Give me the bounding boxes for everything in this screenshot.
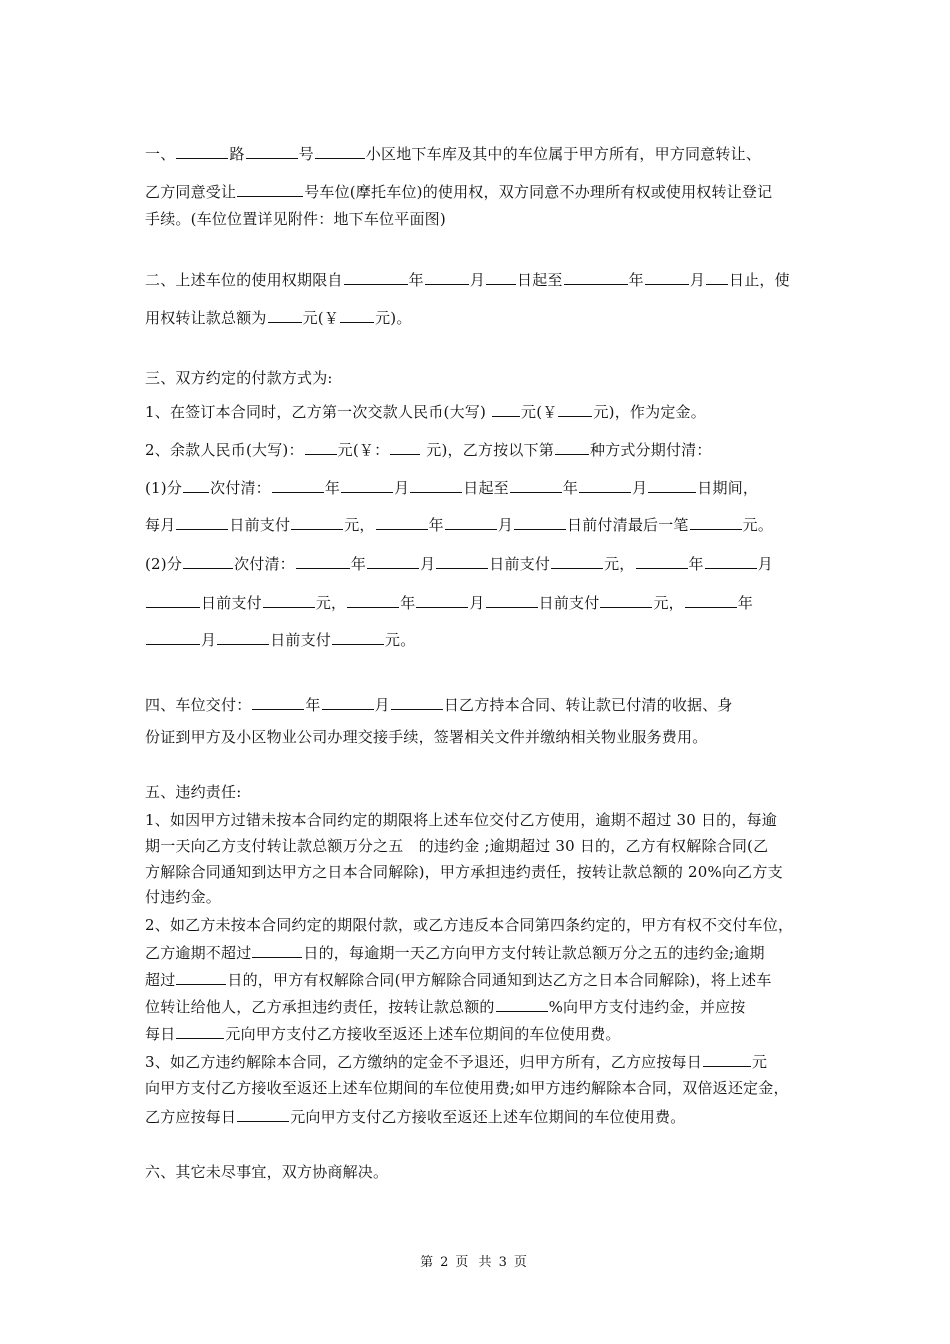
text: 元， xyxy=(344,516,375,534)
blank xyxy=(322,694,374,710)
text: 元。 xyxy=(385,631,416,649)
text: 二、上述车位的使用权期限自 xyxy=(145,271,343,289)
text: 元向甲方支付乙方接收至返还上述车位期间的车位使用费。 xyxy=(290,1108,686,1126)
page-footer xyxy=(0,1251,950,1270)
clause3-line4 xyxy=(145,514,825,535)
text: 日的，甲方有权解除合同(甲方解除合同通知到达乙方之日本合同解除)，将上述车 xyxy=(227,971,772,989)
blank xyxy=(558,401,592,417)
footer-pre: 第 xyxy=(420,1255,437,1270)
text: 月 xyxy=(374,696,390,714)
clause4-line2: 份证到甲方及小区物业公司办理交接手续，签署相关文件并缴纳相关物业服务费用。 xyxy=(145,728,708,746)
blank xyxy=(237,1106,289,1122)
text: 年 xyxy=(408,271,424,289)
blank xyxy=(183,477,209,493)
text: 月 xyxy=(420,555,436,573)
clause5-title: 五、违约责任: xyxy=(145,783,242,801)
footer-mid: 页 共 xyxy=(455,1255,495,1270)
text: 月 xyxy=(469,594,485,612)
text: 用权转让款总额为 xyxy=(145,309,267,327)
blank xyxy=(496,996,548,1012)
blank xyxy=(176,969,226,985)
blank xyxy=(564,269,628,285)
text: 日前支付 xyxy=(201,594,262,612)
clause5-p2-line2 xyxy=(145,942,825,963)
text: 年 xyxy=(428,516,444,534)
text: 日的，每逾期一天乙方向甲方支付转让款总额万分之五的违约金;逾期 xyxy=(303,944,765,962)
blank-road xyxy=(176,143,228,159)
blank xyxy=(410,477,462,493)
clause5-p1-line3: 方解除合同通知到达甲方之日本合同解除)，甲方承担违约责任，按转让款总额的 20%向乙方支 xyxy=(145,863,783,881)
text: 小区地下车库及其中的车位属于甲方所有，甲方同意转让、 xyxy=(365,145,762,163)
text: 号 xyxy=(298,145,314,163)
blank xyxy=(690,514,742,530)
blank xyxy=(703,1051,751,1067)
clause3-line5 xyxy=(145,553,825,574)
text: 日起至 xyxy=(463,479,509,497)
blank xyxy=(344,269,408,285)
text: 月 xyxy=(497,516,514,534)
blank xyxy=(648,477,696,493)
text: 四、车位交付： xyxy=(145,696,252,714)
clause5-p2-line4 xyxy=(145,996,825,1017)
text: 日前支付 xyxy=(489,555,551,573)
text: 月 xyxy=(201,631,217,649)
clause1-line3: 手续。(车位位置详见附件：地下车位平面图) xyxy=(145,210,446,228)
blank xyxy=(291,514,343,530)
text: 年 xyxy=(400,594,416,612)
blank xyxy=(252,694,304,710)
page-number: 2 xyxy=(440,1255,452,1270)
text: 乙方逾期不超过 xyxy=(145,944,252,962)
clause3-title: 三、双方约定的付款方式为: xyxy=(145,369,333,387)
text: 1、在签订本合同时，乙方第一次交款人民币(大写) xyxy=(145,403,492,421)
blank xyxy=(636,553,688,569)
clause6: 六、其它未尽事宜，双方协商解决。 xyxy=(145,1163,389,1181)
text: 年 xyxy=(324,479,341,497)
blank xyxy=(510,477,562,493)
text: 年 xyxy=(305,696,321,714)
blank xyxy=(252,942,302,958)
text: 年 xyxy=(562,479,579,497)
text: 元， xyxy=(315,594,347,612)
blank xyxy=(645,269,689,285)
blank xyxy=(706,269,728,285)
clause5-p3-line2: 向甲方支付乙方接收至返还上述车位期间的车位使用费;如甲方违约解除本合同，双倍返还定金， xyxy=(145,1079,789,1097)
text: 日前支付 xyxy=(538,594,600,612)
blank xyxy=(305,439,337,455)
text: 元， xyxy=(653,594,684,612)
text: 年 xyxy=(737,594,754,612)
text: 次付清： xyxy=(234,555,295,573)
blank xyxy=(390,439,420,455)
text: 元 xyxy=(751,1053,768,1071)
text: 元(￥： xyxy=(337,441,390,459)
blank xyxy=(176,1023,224,1039)
blank-space-number xyxy=(237,181,303,197)
text: 元)。 xyxy=(375,309,412,327)
text: 元向甲方支付乙方接收至返还上述车位期间的车位使用费。 xyxy=(225,1025,621,1043)
blank xyxy=(425,269,469,285)
blank xyxy=(416,592,468,608)
blank xyxy=(555,439,589,455)
text: 日止，使 xyxy=(729,271,790,289)
blank xyxy=(268,307,302,323)
blank xyxy=(486,269,516,285)
clause3-line2 xyxy=(145,439,825,460)
blank xyxy=(340,307,374,323)
blank xyxy=(492,401,520,417)
text: 位转让给他人，乙方承担违约责任，按转让款总额的 xyxy=(145,998,495,1016)
text: 日前支付 xyxy=(229,516,291,534)
text: 每日 xyxy=(145,1025,176,1043)
text: 乙方同意受让 xyxy=(145,183,237,201)
text: 月 xyxy=(394,479,410,497)
blank xyxy=(176,514,228,530)
text: 日前支付 xyxy=(270,631,332,649)
blank xyxy=(332,629,384,645)
blank xyxy=(376,514,428,530)
blank xyxy=(486,592,538,608)
blank xyxy=(551,553,603,569)
text: 2、余款人民币(大写)： xyxy=(145,441,304,459)
clause1-line1 xyxy=(145,143,825,164)
text: 元)，作为定金。 xyxy=(593,403,706,421)
clause5-p3-line1 xyxy=(145,1051,825,1072)
clause5-p2-line5 xyxy=(145,1023,825,1044)
blank xyxy=(367,553,419,569)
text: 月 xyxy=(757,555,773,573)
blank xyxy=(685,592,737,608)
clause3-line1 xyxy=(145,401,825,422)
blank xyxy=(514,514,566,530)
clause5-p1-line4: 付违约金。 xyxy=(145,888,222,906)
blank xyxy=(296,553,350,569)
blank xyxy=(391,694,443,710)
blank xyxy=(146,592,200,608)
text: 年 xyxy=(628,271,644,289)
text: %向甲方支付违约金，并应按 xyxy=(548,998,746,1016)
clause3-line3 xyxy=(145,477,825,498)
text: 乙方应按每日 xyxy=(145,1108,237,1126)
text: (2)分 xyxy=(145,555,183,573)
clause2-line2 xyxy=(145,307,825,328)
blank xyxy=(183,553,233,569)
blank xyxy=(579,477,631,493)
clause1-line2 xyxy=(145,181,825,202)
clause5-p2-line3 xyxy=(145,969,825,990)
text: 一、 xyxy=(145,145,176,163)
text: 月 xyxy=(469,271,486,289)
footer-post: 页 xyxy=(513,1255,530,1270)
text: 元， xyxy=(604,555,635,573)
blank-number xyxy=(246,143,298,159)
text: 元)，乙方按以下第 xyxy=(421,441,554,459)
text: 超过 xyxy=(145,971,176,989)
blank xyxy=(347,592,399,608)
text: 日乙方持本合同、转让款已付清的收据、身 xyxy=(443,696,733,714)
text: 3、如乙方违约解除本合同，乙方缴纳的定金不予退还，归甲方所有，乙方应按每日 xyxy=(145,1053,702,1071)
blank xyxy=(705,553,757,569)
text: 元(￥ xyxy=(521,403,558,421)
clause5-p1-line1: 1、如因甲方过错未按本合同约定的期限将上述车位交付乙方使用，逾期不超过 30 日的，每逾 xyxy=(145,811,777,829)
text: 年 xyxy=(688,555,704,573)
blank xyxy=(217,629,269,645)
clause5-p1-line2: 期一天向乙方支付转让款总额万分之五 的违约金 ;逾期超过 30 日的，乙方有权解除合同(乙 xyxy=(145,837,769,855)
blank xyxy=(263,592,315,608)
clause3-line7 xyxy=(145,629,825,650)
clause3-line6 xyxy=(145,592,825,613)
text: 日前付清最后一笔 xyxy=(567,516,689,534)
text: 元。 xyxy=(742,516,774,534)
text: (1)分 xyxy=(145,479,183,497)
clause4-line1 xyxy=(145,694,825,715)
text: 年 xyxy=(350,555,367,573)
text: 次付清： xyxy=(210,479,271,497)
blank xyxy=(272,477,324,493)
clause5-p3-line3 xyxy=(145,1106,825,1127)
text: 号车位(摩托车位)的使用权，双方同意不办理所有权或使用权转让登记 xyxy=(304,183,773,201)
clause2-line1 xyxy=(145,269,825,290)
blank xyxy=(445,514,497,530)
text: 种方式分期付清： xyxy=(589,441,712,459)
blank xyxy=(341,477,393,493)
blank xyxy=(146,629,200,645)
blank xyxy=(600,592,652,608)
text: 日起至 xyxy=(517,271,563,289)
blank xyxy=(436,553,488,569)
total-pages: 3 xyxy=(498,1255,510,1270)
clause5-p2-line1: 2、如乙方未按本合同约定的期限付款，或乙方违反本合同第四条约定的，甲方有权不交付车位， xyxy=(145,916,794,934)
text: 日期间， xyxy=(697,479,759,497)
text: 每月 xyxy=(145,516,176,534)
blank-community xyxy=(315,143,365,159)
text: 元(￥ xyxy=(302,309,340,327)
text: 路 xyxy=(229,145,245,163)
text: 月 xyxy=(632,479,648,497)
text: 月 xyxy=(689,271,706,289)
